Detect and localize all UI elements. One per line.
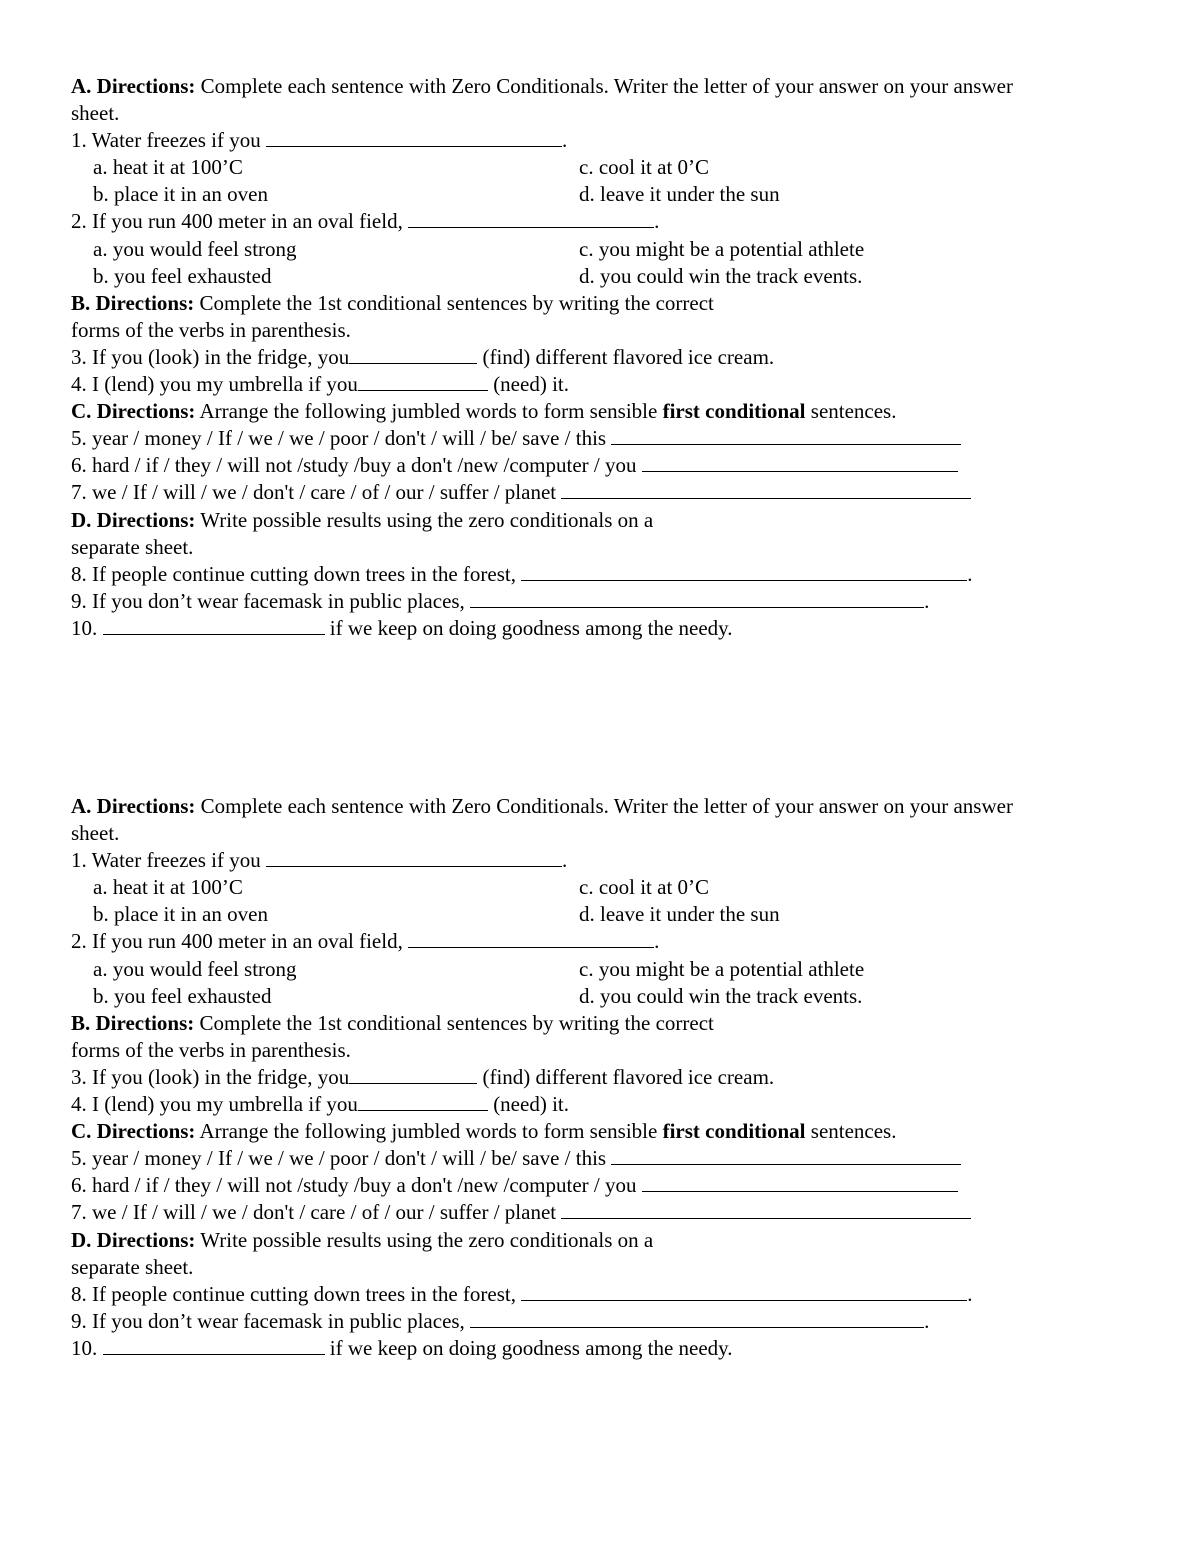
q2-answer-blank[interactable] bbox=[408, 928, 654, 948]
section-d-label: D. Directions: bbox=[71, 507, 196, 532]
q2-option-b: b. you feel exhausted bbox=[93, 263, 272, 288]
q2-options-row-1 bbox=[71, 236, 1151, 263]
q3-pre: 3. If you (look) in the fridge, you bbox=[71, 344, 350, 369]
section-a-directions bbox=[71, 793, 1151, 820]
q6-answer-blank[interactable] bbox=[642, 452, 958, 472]
section-b-text-cont: forms of the verbs in parenthesis. bbox=[71, 1037, 351, 1062]
q9-answer-blank[interactable] bbox=[470, 588, 924, 608]
section-b-text-cont: forms of the verbs in parenthesis. bbox=[71, 317, 351, 342]
section-a-text: Complete each sentence with Zero Conditionals. Writer the letter of your answer on your answer bbox=[195, 794, 1013, 818]
question-2 bbox=[71, 928, 1151, 955]
q5-text: 5. year / money / If / we / we / poor / don't / will / be/ save / this bbox=[71, 426, 612, 451]
section-b-label: B. Directions: bbox=[71, 1010, 195, 1035]
q4-pre: 4. I (lend) you my umbrella if you bbox=[71, 1092, 358, 1117]
q10-pre: 10. bbox=[71, 1335, 103, 1360]
section-b-label: B. Directions: bbox=[71, 290, 195, 315]
q1-answer-blank[interactable] bbox=[266, 127, 562, 147]
q7-text: 7. we / If / will / we / don't / care / of / our / suffer / planet bbox=[71, 1200, 562, 1225]
q1-stem: 1. Water freezes if you bbox=[71, 128, 266, 153]
question-8 bbox=[71, 561, 1151, 588]
section-b-directions bbox=[71, 290, 1151, 317]
section-a-label: A. Directions: bbox=[71, 794, 196, 818]
q6-answer-blank[interactable] bbox=[642, 1172, 958, 1192]
q10-answer-blank[interactable] bbox=[103, 615, 325, 635]
question-3 bbox=[71, 1064, 1151, 1091]
q5-answer-blank[interactable] bbox=[611, 425, 961, 445]
section-a-text-cont: sheet. bbox=[71, 101, 120, 126]
q1-option-d: d. leave it under the sun bbox=[579, 902, 780, 927]
q3-pre: 3. If you (look) in the fridge, you bbox=[71, 1064, 350, 1089]
q8-answer-blank[interactable] bbox=[521, 1281, 967, 1301]
q1-option-c: c. cool it at 0’C bbox=[579, 155, 710, 180]
question-2 bbox=[71, 208, 1151, 235]
section-d-text: Write possible results using the zero conditionals on a bbox=[195, 507, 654, 532]
q1-end: . bbox=[562, 848, 568, 873]
section-d-label: D. Directions: bbox=[71, 1227, 196, 1252]
q9-end: . bbox=[924, 588, 930, 613]
section-c-text-post: sentences. bbox=[805, 399, 897, 424]
q1-option-d: d. leave it under the sun bbox=[579, 182, 780, 207]
q1-options-row-2 bbox=[71, 181, 1151, 208]
section-c-label: C. Directions: bbox=[71, 1119, 196, 1144]
section-c-text-bold: first conditional bbox=[662, 1119, 806, 1144]
section-c-label: C. Directions: bbox=[71, 399, 196, 424]
q7-text: 7. we / If / will / we / don't / care / of / our / suffer / planet bbox=[71, 480, 562, 505]
question-6 bbox=[71, 452, 1151, 479]
q2-options-row-2 bbox=[71, 983, 1151, 1010]
section-a-label: A. Directions: bbox=[71, 74, 196, 98]
section-c-text-pre: Arrange the following jumbled words to form sensible bbox=[195, 399, 663, 424]
q4-post: (need) it. bbox=[487, 1092, 569, 1117]
section-c-directions bbox=[71, 1118, 1151, 1145]
q9-pre: 9. If you don’t wear facemask in public places, bbox=[71, 1308, 471, 1333]
section-b-text: Complete the 1st conditional sentences by writing the correct bbox=[194, 1010, 714, 1035]
q2-option-c: c. you might be a potential athlete bbox=[579, 236, 865, 261]
q1-option-c: c. cool it at 0’C bbox=[579, 875, 710, 900]
question-7 bbox=[71, 479, 1151, 506]
section-d-text-cont: separate sheet. bbox=[71, 1254, 194, 1279]
q5-text: 5. year / money / If / we / we / poor / don't / will / be/ save / this bbox=[71, 1146, 612, 1171]
q3-post: (find) different flavored ice cream. bbox=[477, 1064, 775, 1089]
q2-options-row-1 bbox=[71, 956, 1151, 983]
q4-pre: 4. I (lend) you my umbrella if you bbox=[71, 372, 358, 397]
q2-stem: 2. If you run 400 meter in an oval field, bbox=[71, 929, 409, 954]
q4-answer-blank[interactable] bbox=[358, 371, 488, 391]
q6-text: 6. hard / if / they / will not /study /buy a don't /new /computer / you bbox=[71, 1173, 642, 1198]
question-4 bbox=[71, 371, 1151, 398]
q2-option-d: d. you could win the track events. bbox=[579, 263, 863, 288]
q9-answer-blank[interactable] bbox=[470, 1308, 924, 1328]
q8-pre: 8. If people continue cutting down trees in the forest, bbox=[71, 561, 522, 586]
section-a-text: Complete each sentence with Zero Conditionals. Writer the letter of your answer on your answer bbox=[195, 74, 1013, 98]
question-1 bbox=[71, 847, 1151, 874]
q2-answer-blank[interactable] bbox=[408, 208, 654, 228]
q5-answer-blank[interactable] bbox=[611, 1145, 961, 1165]
q3-answer-blank[interactable] bbox=[349, 1064, 477, 1084]
q2-option-d: d. you could win the track events. bbox=[579, 983, 863, 1008]
q2-end: . bbox=[654, 929, 660, 954]
q8-end: . bbox=[967, 561, 973, 586]
q1-option-a: a. heat it at 100’C bbox=[93, 155, 243, 180]
question-9 bbox=[71, 1308, 1151, 1335]
q2-end: . bbox=[654, 209, 660, 234]
q10-pre: 10. bbox=[71, 615, 103, 640]
worksheet-copy-2 bbox=[71, 793, 1151, 1362]
q2-stem: 2. If you run 400 meter in an oval field, bbox=[71, 209, 409, 234]
q9-end: . bbox=[924, 1308, 930, 1333]
question-3 bbox=[71, 344, 1151, 371]
q2-option-b: b. you feel exhausted bbox=[93, 983, 272, 1008]
q10-post: if we keep on doing goodness among the needy. bbox=[324, 615, 733, 640]
q10-answer-blank[interactable] bbox=[103, 1335, 325, 1355]
section-a-text-cont: sheet. bbox=[71, 821, 120, 846]
question-5 bbox=[71, 1145, 1151, 1172]
q1-option-a: a. heat it at 100’C bbox=[93, 875, 243, 900]
section-a-directions bbox=[71, 73, 1151, 100]
section-d-directions bbox=[71, 507, 1151, 534]
q6-text: 6. hard / if / they / will not /study /buy a don't /new /computer / you bbox=[71, 453, 642, 478]
question-8 bbox=[71, 1281, 1151, 1308]
question-7 bbox=[71, 1199, 1151, 1226]
q2-option-a: a. you would feel strong bbox=[93, 956, 297, 981]
section-c-directions bbox=[71, 398, 1151, 425]
q2-option-a: a. you would feel strong bbox=[93, 236, 297, 261]
q10-post: if we keep on doing goodness among the needy. bbox=[324, 1335, 733, 1360]
q7-answer-blank[interactable] bbox=[561, 1199, 971, 1219]
section-c-text-post: sentences. bbox=[805, 1119, 897, 1144]
q7-answer-blank[interactable] bbox=[561, 479, 971, 499]
q9-pre: 9. If you don’t wear facemask in public places, bbox=[71, 588, 471, 613]
q3-answer-blank[interactable] bbox=[349, 344, 477, 364]
section-d-text: Write possible results using the zero conditionals on a bbox=[195, 1227, 654, 1252]
q1-options-row-1 bbox=[71, 154, 1151, 181]
q8-end: . bbox=[967, 1281, 973, 1306]
worksheet-copy-1 bbox=[71, 73, 1151, 642]
q1-option-b: b. place it in an oven bbox=[93, 902, 268, 927]
q4-answer-blank[interactable] bbox=[358, 1091, 488, 1111]
section-b-directions bbox=[71, 1010, 1151, 1037]
q8-answer-blank[interactable] bbox=[521, 561, 967, 581]
section-d-directions bbox=[71, 1227, 1151, 1254]
section-c-text-bold: first conditional bbox=[662, 399, 806, 424]
q2-option-c: c. you might be a potential athlete bbox=[579, 956, 865, 981]
q4-post: (need) it. bbox=[487, 372, 569, 397]
question-6 bbox=[71, 1172, 1151, 1199]
q1-options-row-2 bbox=[71, 901, 1151, 928]
q1-stem: 1. Water freezes if you bbox=[71, 848, 266, 873]
question-10 bbox=[71, 1335, 1151, 1362]
q2-options-row-2 bbox=[71, 263, 1151, 290]
question-5 bbox=[71, 425, 1151, 452]
question-10 bbox=[71, 615, 1151, 642]
question-1 bbox=[71, 127, 1151, 154]
question-4 bbox=[71, 1091, 1151, 1118]
section-b-text: Complete the 1st conditional sentences by writing the correct bbox=[194, 290, 714, 315]
q1-options-row-1 bbox=[71, 874, 1151, 901]
section-d-text-cont: separate sheet. bbox=[71, 534, 194, 559]
q8-pre: 8. If people continue cutting down trees in the forest, bbox=[71, 1281, 522, 1306]
q1-option-b: b. place it in an oven bbox=[93, 182, 268, 207]
section-c-text-pre: Arrange the following jumbled words to form sensible bbox=[195, 1119, 663, 1144]
q1-answer-blank[interactable] bbox=[266, 847, 562, 867]
q1-end: . bbox=[562, 128, 568, 153]
q3-post: (find) different flavored ice cream. bbox=[477, 344, 775, 369]
question-9 bbox=[71, 588, 1151, 615]
